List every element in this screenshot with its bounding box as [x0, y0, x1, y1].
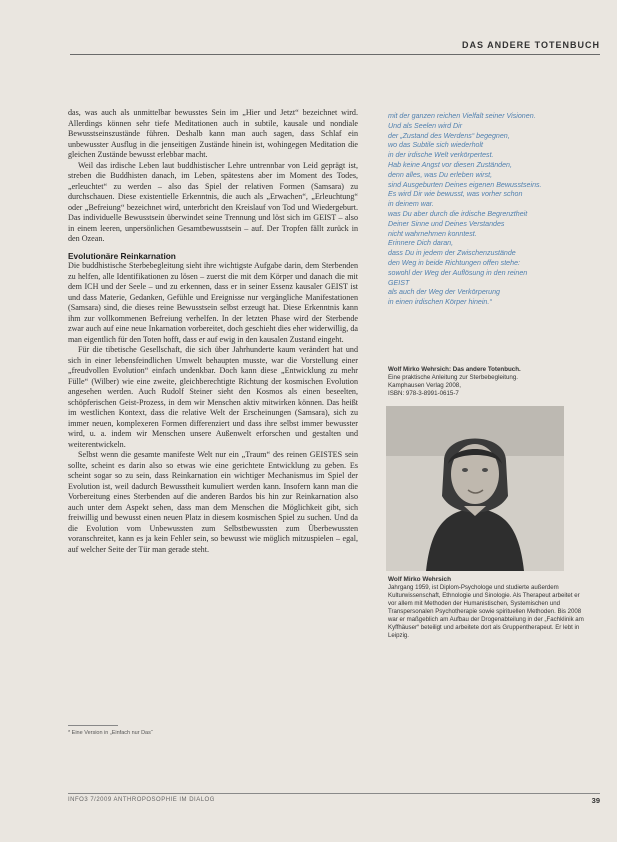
poem-line: sowohl der Weg der Auflösung in den reinen	[388, 268, 528, 277]
book-publisher: Kamphausen Verlag 2008,	[388, 382, 461, 390]
book-reference	[388, 366, 588, 398]
book-subtitle: Eine praktische Anleitung zur Sterbebegleitung.	[388, 374, 519, 382]
poem-line: der „Zustand des Werdens“ begegnen,	[388, 131, 510, 140]
page-header	[70, 40, 600, 55]
poem-line: Erinnere Dich daran,	[388, 239, 454, 248]
page-number: 39	[591, 796, 600, 805]
article-paragraph: Für die tibetische Gesellschaft, die sich über Jahrhunderte kaum verändert hat und sich in einer lebensfeindlichen Umwelt behaupten musste, war die Vorstellung einer „freudvollen Evolution“ einfach undenkbar. Doch kann diese „Entwicklung zu mehr Fülle“ (Wilber) wie eine zweite, gleichberechtigte Richtung der kosmischen Evolution angesehen werden. Auch Rudolf Steiner sieht den Kosmos als einen beseelten, schöpferischen Geist-Prozess, in dem wir Menschen aktiv mitwirken können. Das heißt im westlichen Kontext, dass die relative Welt der Erscheinungen (Samsara), sich zu immer neuen, komplexeren Formen differenziert und dass ihre selbst immer bewusster wird, u. a. indem wir Menschen unsere Außenwelt erforschen und gestalten und weiterentwickeln.	[68, 345, 358, 449]
poem-line: in deinem war.	[388, 200, 434, 209]
author-portrait-image	[386, 406, 564, 571]
poem-line: Hab keine Angst vor diesen Zuständen,	[388, 160, 512, 169]
poem-line: GEIST	[388, 278, 410, 287]
poem-line: nicht wahrnehmen konntest.	[388, 229, 477, 238]
article-paragraph: Weil das irdische Leben laut buddhistischer Lehre untrennbar von Leid geprägt ist, streben die Buddhisten danach, im Leben, spätestens aber im Moment des Todes, „erleuchtet“ zu werden – also das Spiel der relativen Formen (Samsara) zu durchschauen. Diese existentielle Erkenntnis, die auch als „Erwachen“, „Erleuchtung“ oder „Befreiung“ bezeichnet wird, unterbricht den Kreislauf von Tod und Wiedergeburt. Das individuelle Bewusstsein überwindet seine Trennung und löst sich im GEIST – also in einem leeren, unpersönlichen Gesamtbewusstsein – auf. Der Tropfen fällt zurück in den Ozean.	[68, 160, 358, 243]
book-title: Wolf Mirko Wehrsich: Das andere Totenbuch.	[388, 366, 521, 373]
book-isbn: ISBN: 978-3-8991-0615-7	[388, 390, 459, 398]
poem-line: mit der ganzen reichen Vielfalt seiner Visionen.	[388, 112, 536, 120]
footnote-divider	[68, 725, 118, 726]
poem-line: denn alles, was Du erleben wirst,	[388, 170, 493, 179]
poem-line: den Weg in beide Richtungen offen stehe:	[388, 258, 520, 267]
poem-line: sind Ausgeburten Deines eigenen Bewusstseins.	[388, 180, 542, 189]
poem-quote	[388, 112, 593, 308]
article-paragraph: Selbst wenn die gesamte manifeste Welt nur ein „Traum“ des reinen GEISTES sein sollte, scheint es darin also so etwas wie eine gerichtete Entwicklung zu geben. Es scheint sogar so zu sein, dass Reinkarnation ein wichtiger Mechanismus im Spiel der Evolution ist, weil dadurch Bewusstheit kumuliert werden kann. Insofern kann man die Vorbereitung eines Sterbenden auf die anderen Bardos bis hin zur Reinkarnation also auch unter dem Aspekt sehen, dass man dem Menschen die Möglichkeit gibt, sich freiwillig und bewusst einen neuen Platz in diesem kosmischen Spiel zu suchen. Und da die Evolution vom Unbewussten zum Selbstbewussten zum Überbewussten voranschreitet, kann es ja kein Fehler sein, so bewusst wie möglich mitzuspielen – egal, auf welcher Seite der Tür man gerade steht.	[68, 450, 358, 554]
section-heading: Evolutionäre Reinkarnation	[68, 250, 176, 261]
poem-line: in der irdische Welt verkörpertest.	[388, 151, 494, 160]
article-paragraph: das, was auch als unmittelbar bewusstes Sein im „Hier und Jetzt“ bezeichnet wird. Allerdings können sehr tiefe Meditationen auch in subtile, kausale und nondiale Bewusstseinszustände führen. Deshalb kann man auch sagen, dass Schlaf ein unbewusster Ausflug in die jenseitigen Zustände hinein ist, wohingegen Meditation die gleichen Zustände bewusst erlebbar macht.	[68, 108, 358, 159]
author-bio	[388, 576, 588, 640]
poem-line: Deiner Sinne und Deines Verstandes	[388, 219, 505, 228]
main-article-column	[68, 108, 358, 555]
poem-line: Und als Seelen wird Dir	[388, 121, 463, 130]
poem-line: als auch der Weg der Verkörperung	[388, 288, 500, 297]
poem-line: Es wird Dir wie bewusst, was vorher schon	[388, 190, 523, 199]
page-footer	[68, 793, 600, 803]
magazine-issue: INFO3 7/2009 ANTHROPOSOPHIE IM DIALOG	[68, 797, 215, 803]
author-name: Wolf Mirko Wehrsich	[388, 576, 451, 583]
poem-line: was Du aber durch die irdische Begrenztheit	[388, 209, 528, 218]
footnote: * Eine Version in „Einfach nur Das“	[68, 730, 153, 736]
poem-line: wo das Subtile sich wiederholt	[388, 141, 484, 150]
poem-line: dass Du in jedem der Zwischenzustände	[388, 249, 516, 258]
author-photo	[386, 406, 564, 571]
author-bio-text: Jahrgang 1959, ist Diplom-Psychologe und studierte außerdem Kulturwissenschaft, Ethnologie und Sinologie. Als Therapeut arbeitet er vor allem mit Methoden der Humanistischen, Systemischen und Transpersonalen Psychotherapie sowie spirituellen Methoden. Bis 2008 war er maßgeblich am Aufbau der Drogenabteilung in der „Fachklinik am Kyffhäuser“ beteiligt und arbeitete dort als Gruppentherapeut. Er lebt in Leipzig.	[388, 584, 584, 639]
article-paragraph: Die buddhistische Sterbebegleitung sieht ihre wichtigste Aufgabe darin, dem Sterbenden zu helfen, alle Identifikationen zu lösen – zuerst die mit dem Körper und danach die mit dem ICH und der Seele – und zu erkennen, dass er in seiner Essenz kausaler GEIST ist und dass Materie, Gedanken, Gefühle und Ereignisse nur vergängliche Manifestationen (Samsara) sind, die dieses reine Bewusstsein selbst erzeugt hat. Diese Erkenntnis kann ihm zur vollkommenen Befreiung verhelfen. In der letzten Phase wird der Sterbende zwar auch auf eine neue Inkarnation vorbereitet, doch geschieht dies eher widerwillig, da man eigentlich für den Toten hofft, dass er auf ewig in den kausalen Zustand eingeht.	[68, 261, 358, 344]
poem-line: in einen irdischen Körper hinein.“	[388, 298, 492, 307]
section-title: DAS ANDERE TOTENBUCH	[461, 40, 600, 50]
